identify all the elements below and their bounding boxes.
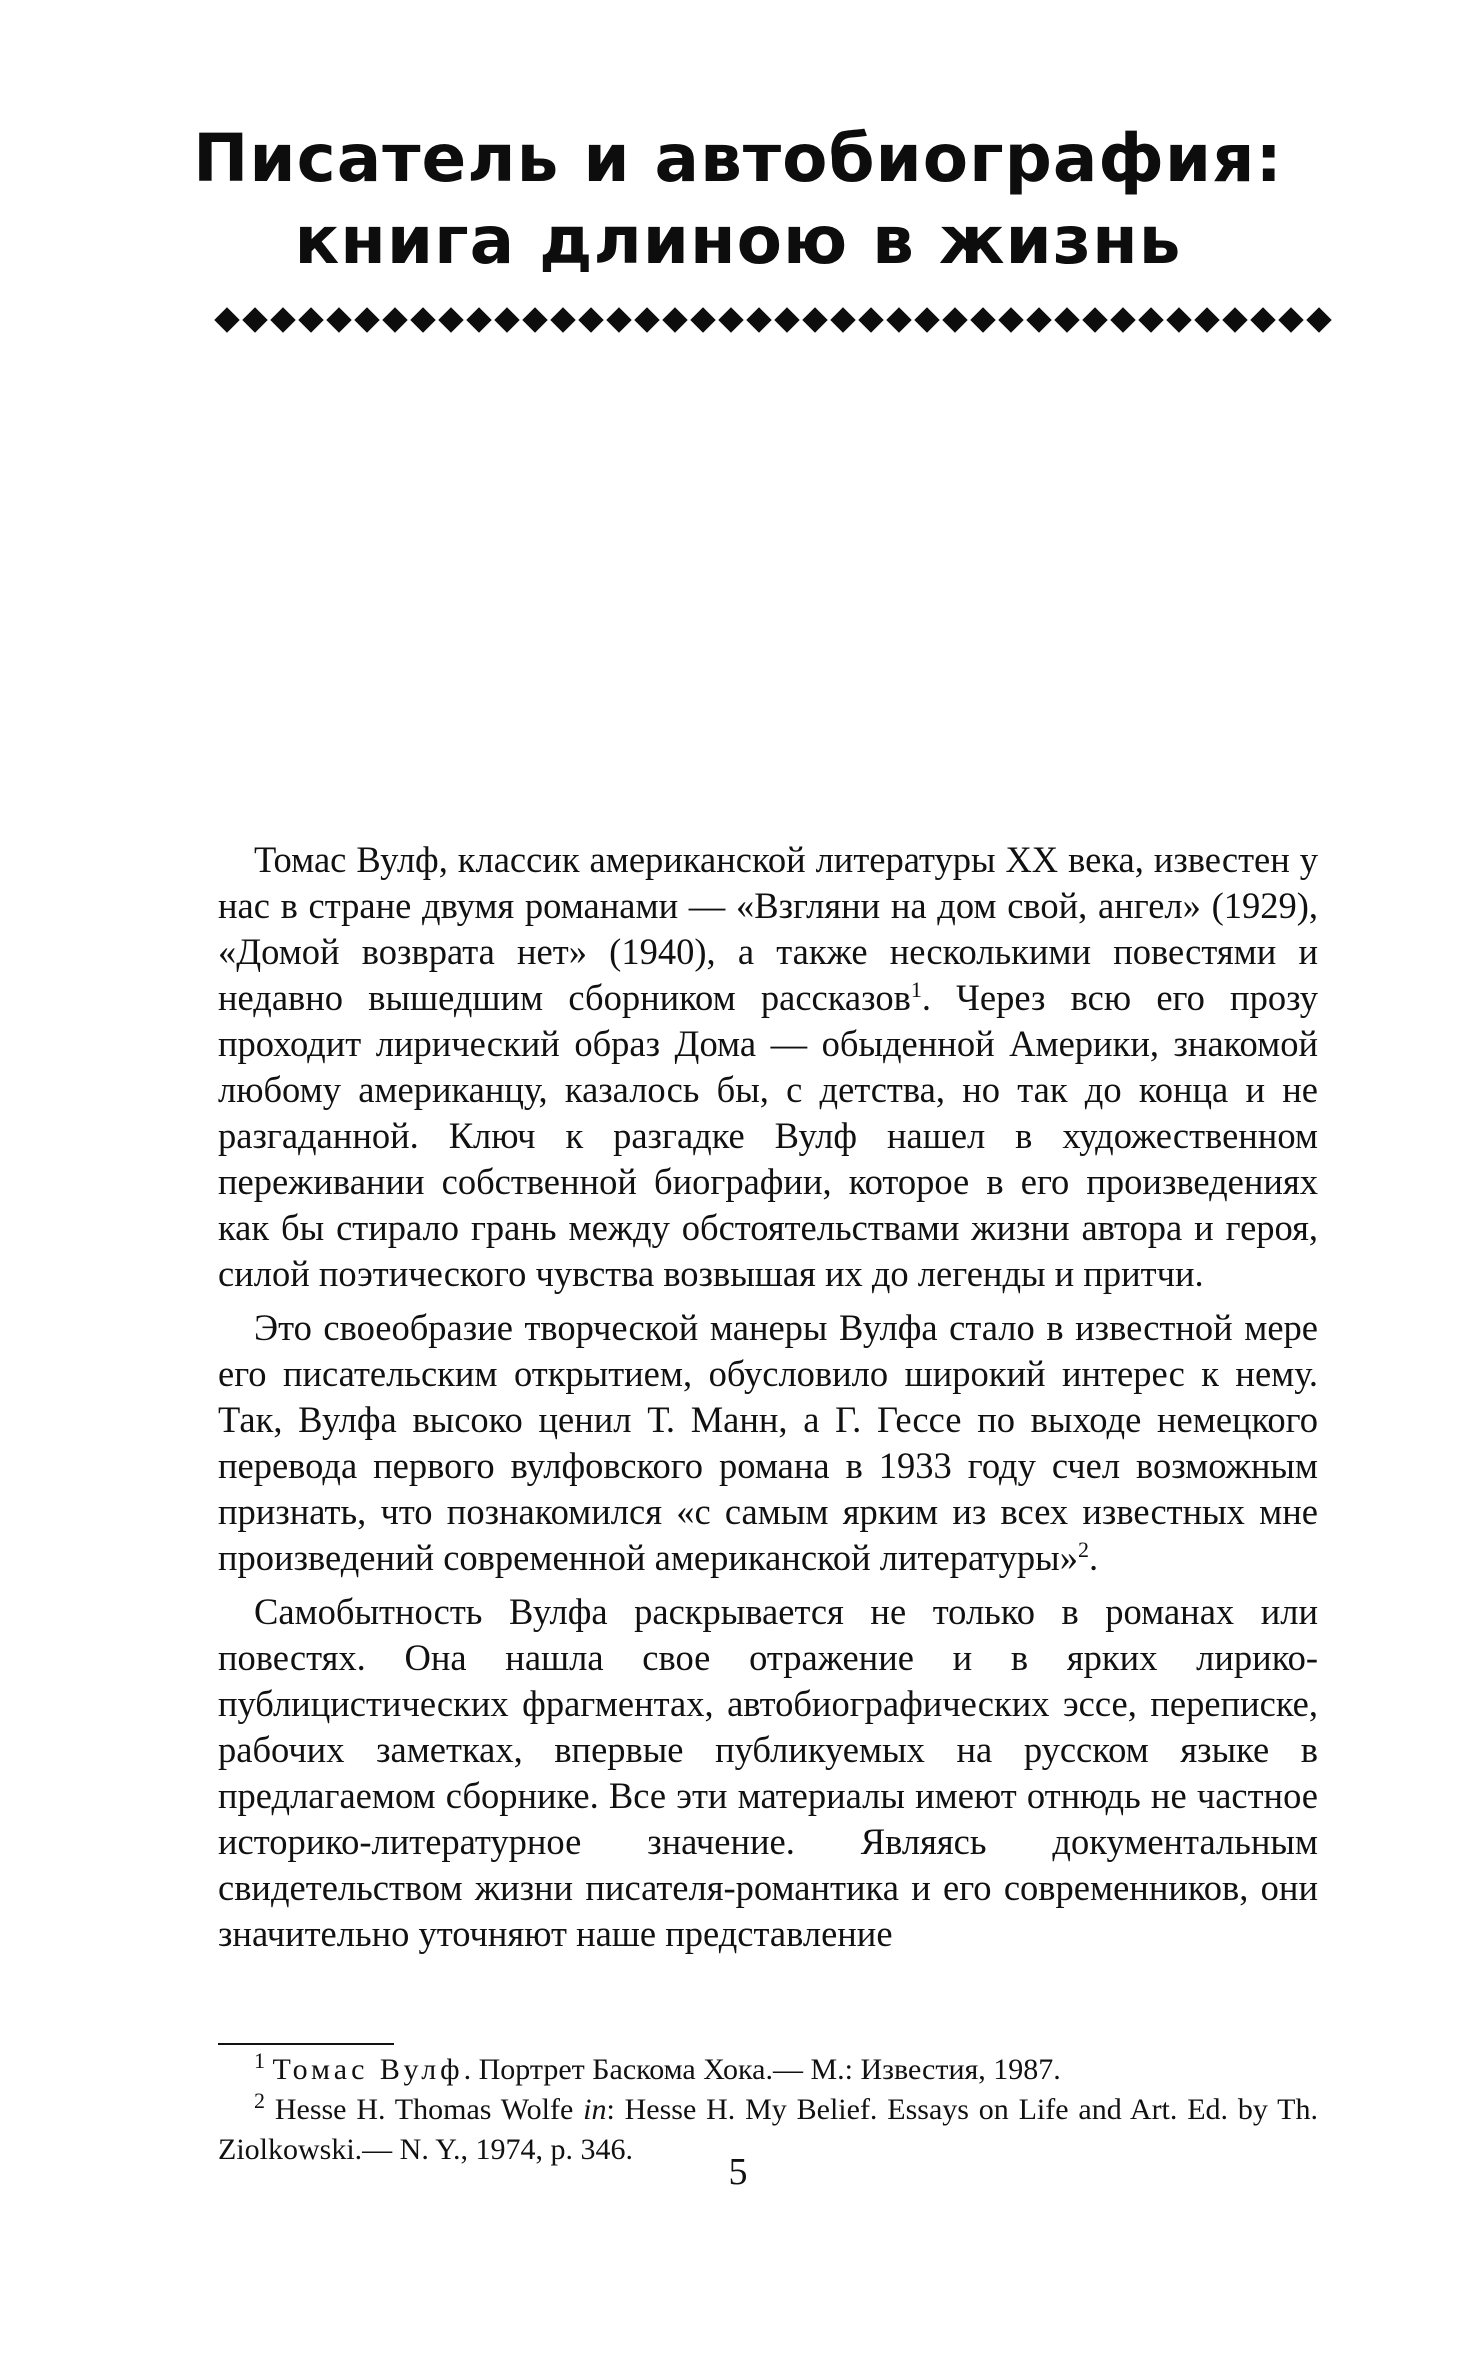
footnote-1 [218,2050,1318,2090]
diamond-ornament-rule [218,300,1328,340]
diamond-icon [466,307,491,332]
diamond-icon [242,307,267,332]
diamond-icon [1250,307,1275,332]
diamond-icon [802,307,827,332]
diamond-icon [522,307,547,332]
footnote-ref-2: 2 [1077,1536,1089,1562]
footnote-1-number: 1 [254,2048,265,2073]
footnote-2-text-a: Hesse H. Thomas Wolfe [274,2093,574,2126]
footnote-1-author: Томас Вулф [272,2053,464,2086]
chapter-title-line-2: книга длиною в жизнь [294,202,1182,279]
diamond-icon [298,307,323,332]
diamond-icon [326,307,351,332]
footnote-2-in: in [583,2093,607,2126]
diamond-icon [998,307,1023,332]
page-number: 5 [728,2151,748,2193]
diamond-icon [858,307,883,332]
diamond-icon [494,307,519,332]
diamond-icon [578,307,603,332]
diamond-icon [1110,307,1135,332]
diamond-icon [382,307,407,332]
footnote-1-text: . Портрет Баскома Хока.— М.: Известия, 1987. [463,2053,1061,2086]
diamond-icon [1278,307,1303,332]
paragraph-2-text-a: Это своеобразие творческой манеры Вулфа стало в известной мере его писательским открытием, обусловило широкий интерес к нему. Так, Вулфа высоко ценил Т. Манн, а Г. Гессе по выходе немецкого перевода первого вулфовского романа в 1933 году счел возможным признать, что познакомился «с самым ярким из всех известных мне произведений современной американской литературы» [218,1307,1318,1578]
diamond-icon [1306,307,1331,332]
diamond-icon [662,307,687,332]
chapter-title-line-1: Писатель и автобиография: [193,120,1283,197]
diamond-icon [970,307,995,332]
paragraph-2-text-b: . [1088,1537,1099,1578]
footnote-2-number: 2 [254,2088,265,2113]
diamond-icon [746,307,771,332]
diamond-icon [1194,307,1219,332]
diamond-icon [606,307,631,332]
paragraph-1-text-b: . Через всю его прозу проходит лирический образ Дома — обыденной Америки, знакомой любому американцу, казалось бы, с детства, но так до конца и не разгаданной. Ключ к разгадке Вулф нашел в художественном переживании собственной биографии, которое в его произведениях как бы стирало грань между обстоятельствами жизни автора и героя, силой поэтического чувства возвышая их до легенды и притчи. [218,977,1318,1294]
diamond-icon [690,307,715,332]
diamond-icon [830,307,855,332]
diamond-icon [718,307,743,332]
diamond-icon [270,307,295,332]
paragraph-2 [218,1305,1318,1581]
diamond-icon [914,307,939,332]
diamond-icon [774,307,799,332]
diamond-icon [1082,307,1107,332]
diamond-icon [354,307,379,332]
diamond-icon [550,307,575,332]
diamond-icon [1138,307,1163,332]
diamond-icon [1026,307,1051,332]
diamond-icon [1054,307,1079,332]
footnote-ref-1: 1 [910,976,922,1002]
diamond-icon [634,307,659,332]
footnote-separator [218,2043,394,2045]
chapter-title [0,118,1476,282]
diamond-icon [1222,307,1247,332]
main-text [218,837,1318,1957]
paragraph-1-text-a: Томас Вулф, классик американской литературы XX века, известен у нас в стране двумя романами — «Взгляни на дом свой, ангел» (1929), «Домой возврата нет» (1940), а также несколькими повестями и недавно вышедшим сборником рассказов [218,839,1318,1018]
paragraph-3: Самобытность Вулфа раскрывается не только в романах или повестях. Она нашла свое отражение и в ярких лирико-публицистических фрагментах, автобиографических эссе, переписке, рабочих заметках, впервые публикуемых на русском языке в предлагаемом сборнике. Все эти материалы имеют отнюдь не частное историко-литературное значение. Являясь документальным свидетельством жизни писателя-романтика и его современников, они значительно уточняют наше представление [218,1591,1318,1954]
diamond-icon [410,307,435,332]
diamond-icon [438,307,463,332]
paragraph-1 [218,837,1318,1297]
diamond-icon [1166,307,1191,332]
diamond-icon [214,307,239,332]
footnote-2-text-b: : Hesse H. My Belief. Essays on Life and Art. Ed. by Th. Ziolkowski.— N. Y., 1974, p. 346. [218,2093,1319,2166]
diamond-icon [886,307,911,332]
diamond-icon [942,307,967,332]
